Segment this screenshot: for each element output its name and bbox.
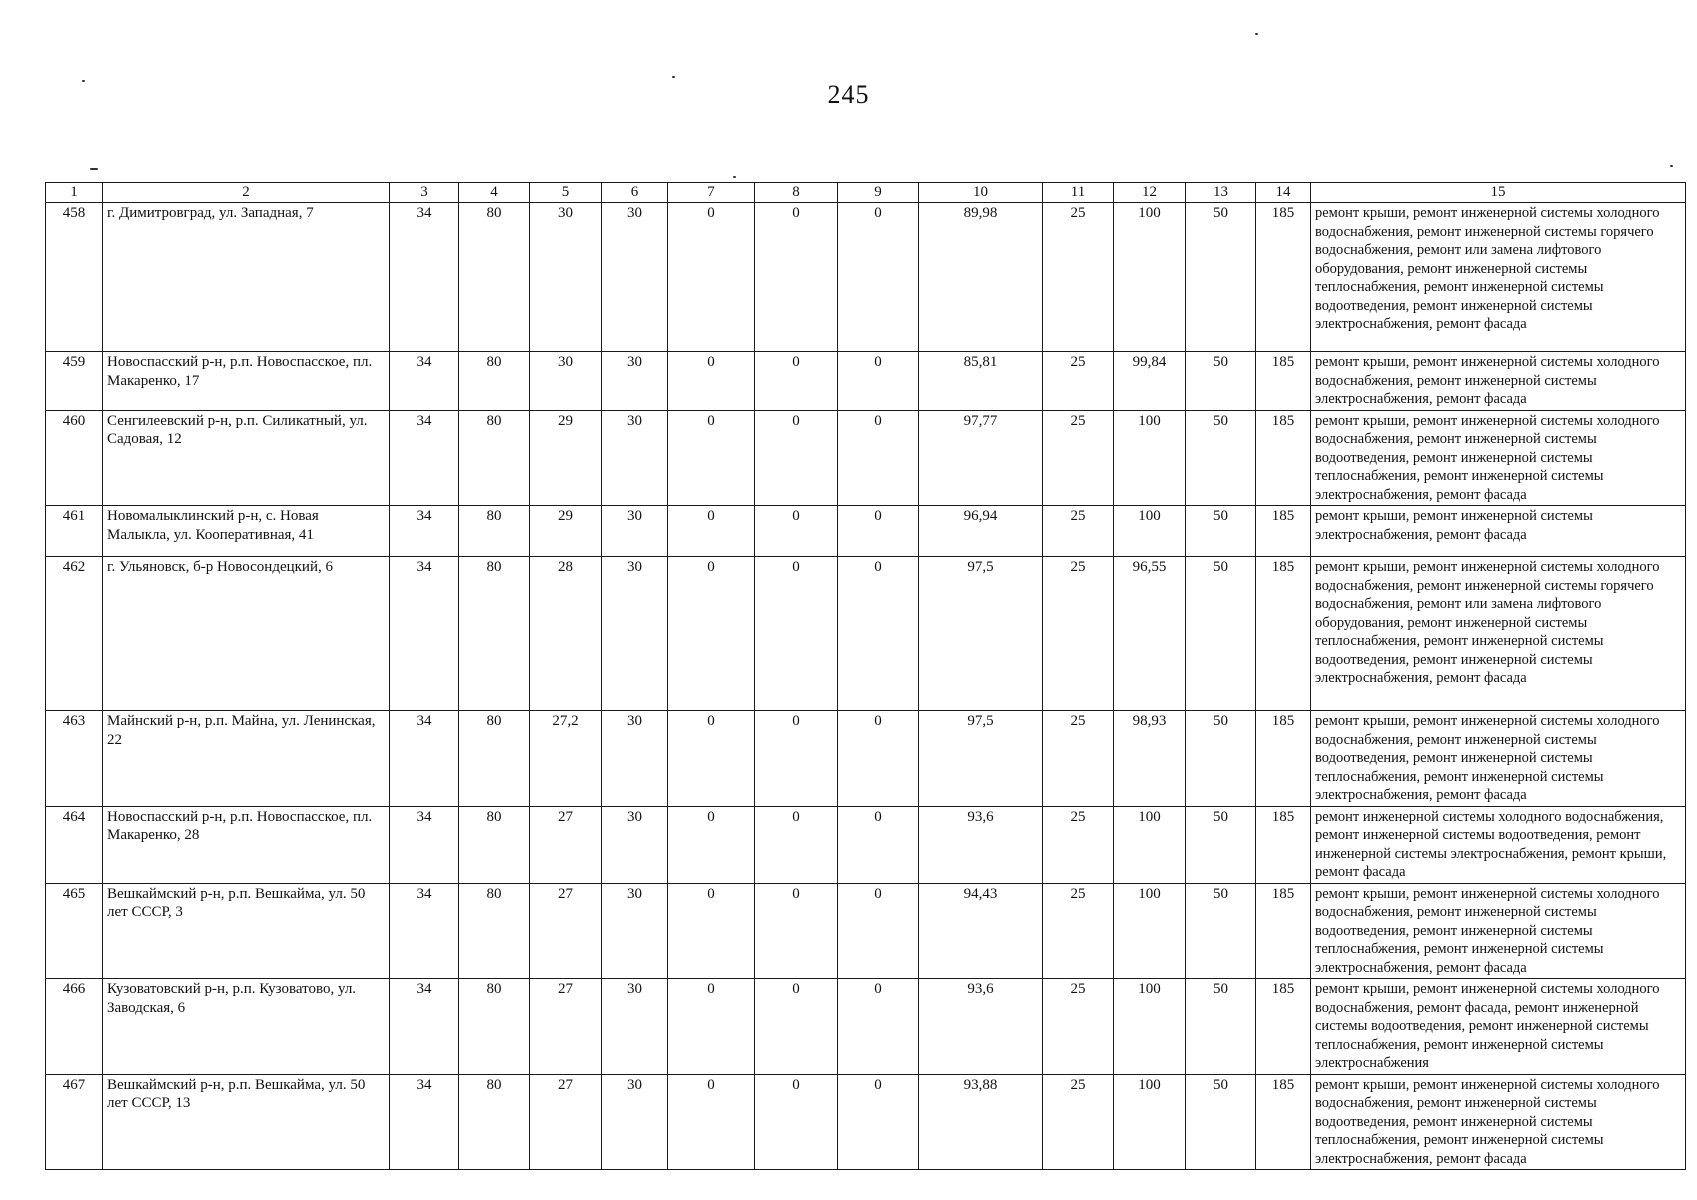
value-cell: 25: [1043, 506, 1114, 557]
table-row: [46, 410, 1686, 506]
column-header: 8: [755, 183, 838, 203]
value-cell: 30: [602, 203, 668, 352]
value-cell: 0: [838, 1074, 919, 1170]
value-cell: 80: [459, 203, 530, 352]
value-cell: 27: [530, 883, 602, 979]
value-cell: 0: [755, 557, 838, 711]
column-header: 11: [1043, 183, 1114, 203]
value-cell: 185: [1256, 352, 1311, 411]
value-cell: 0: [668, 557, 755, 711]
value-cell: 0: [838, 806, 919, 883]
value-cell: 0: [668, 1074, 755, 1170]
address-cell: Вешкаймский р-н, р.п. Вешкайма, ул. 50 лет СССР, 3: [103, 883, 390, 979]
row-number: 462: [46, 557, 103, 711]
value-cell: 0: [755, 711, 838, 807]
value-cell: 93,6: [919, 979, 1043, 1075]
row-number: 466: [46, 979, 103, 1075]
value-cell: 50: [1186, 557, 1256, 711]
value-cell: 30: [602, 979, 668, 1075]
value-cell: 0: [838, 979, 919, 1075]
value-cell: 185: [1256, 1074, 1311, 1170]
value-cell: 94,43: [919, 883, 1043, 979]
address-cell: г. Ульяновск, б-р Новосондецкий, 6: [103, 557, 390, 711]
value-cell: 25: [1043, 979, 1114, 1075]
value-cell: 100: [1114, 883, 1186, 979]
table-row: [46, 203, 1686, 352]
table-row: [46, 979, 1686, 1075]
row-number: 464: [46, 806, 103, 883]
scan-speck: [1255, 33, 1258, 35]
value-cell: 28: [530, 557, 602, 711]
address-cell: Сенгилеевский р-н, р.п. Силикатный, ул. Садовая, 12: [103, 410, 390, 506]
address-cell: Вешкаймский р-н, р.п. Вешкайма, ул. 50 лет СССР, 13: [103, 1074, 390, 1170]
value-cell: 0: [668, 806, 755, 883]
column-header: 4: [459, 183, 530, 203]
value-cell: 27: [530, 1074, 602, 1170]
table-row: [46, 1074, 1686, 1170]
value-cell: 50: [1186, 883, 1256, 979]
value-cell: 30: [602, 352, 668, 411]
address-cell: Новоспасский р-н, р.п. Новоспасское, пл. Макаренко, 28: [103, 806, 390, 883]
value-cell: 0: [838, 203, 919, 352]
value-cell: 50: [1186, 352, 1256, 411]
value-cell: 0: [755, 203, 838, 352]
value-cell: 27: [530, 979, 602, 1075]
value-cell: 100: [1114, 203, 1186, 352]
column-header: 9: [838, 183, 919, 203]
value-cell: 185: [1256, 979, 1311, 1075]
scan-speck: [90, 168, 98, 170]
value-cell: 34: [390, 203, 459, 352]
value-cell: 0: [668, 352, 755, 411]
value-cell: 34: [390, 410, 459, 506]
scan-speck: [82, 80, 85, 82]
scan-speck: [672, 76, 675, 78]
value-cell: 0: [755, 883, 838, 979]
value-cell: 25: [1043, 883, 1114, 979]
address-cell: Новоспасский р-н, р.п. Новоспасское, пл. Макаренко, 17: [103, 352, 390, 411]
value-cell: 50: [1186, 711, 1256, 807]
works-cell: ремонт крыши, ремонт инженерной системы холодного водоснабжения, ремонт инженерной системы водоотведения, ремонт инженерной системы теплоснабжения, ремонт инженерной системы электроснабжения, ремонт фасада: [1311, 711, 1686, 807]
column-header: 6: [602, 183, 668, 203]
value-cell: 100: [1114, 410, 1186, 506]
value-cell: 25: [1043, 806, 1114, 883]
column-header: 3: [390, 183, 459, 203]
value-cell: 99,84: [1114, 352, 1186, 411]
value-cell: 25: [1043, 410, 1114, 506]
row-number: 467: [46, 1074, 103, 1170]
value-cell: 85,81: [919, 352, 1043, 411]
value-cell: 34: [390, 557, 459, 711]
value-cell: 0: [755, 410, 838, 506]
table-row: [46, 711, 1686, 807]
value-cell: 0: [838, 711, 919, 807]
column-header: 14: [1256, 183, 1311, 203]
value-cell: 100: [1114, 1074, 1186, 1170]
works-cell: ремонт крыши, ремонт инженерной системы холодного водоснабжения, ремонт инженерной системы горячего водоснабжения, ремонт или замена лифтового оборудования, ремонт инженерной системы теплоснабжения, ремонт инженерной системы водоотведения, ремонт инженерной системы электроснабжения, ремонт фасада: [1311, 203, 1686, 352]
value-cell: 96,94: [919, 506, 1043, 557]
value-cell: 0: [755, 1074, 838, 1170]
value-cell: 25: [1043, 557, 1114, 711]
value-cell: 100: [1114, 506, 1186, 557]
value-cell: 25: [1043, 711, 1114, 807]
value-cell: 80: [459, 557, 530, 711]
value-cell: 0: [668, 506, 755, 557]
column-header: 13: [1186, 183, 1256, 203]
address-cell: Новомалыклинский р-н, с. Новая Малыкла, ул. Кооперативная, 41: [103, 506, 390, 557]
value-cell: 30: [602, 506, 668, 557]
address-cell: г. Димитровград, ул. Западная, 7: [103, 203, 390, 352]
value-cell: 30: [602, 410, 668, 506]
scan-speck: [1670, 165, 1673, 167]
value-cell: 80: [459, 711, 530, 807]
value-cell: 34: [390, 1074, 459, 1170]
value-cell: 93,88: [919, 1074, 1043, 1170]
value-cell: 34: [390, 506, 459, 557]
value-cell: 50: [1186, 1074, 1256, 1170]
value-cell: 30: [602, 883, 668, 979]
table-row: [46, 806, 1686, 883]
address-cell: Кузоватовский р-н, р.п. Кузоватово, ул. Заводская, 6: [103, 979, 390, 1075]
works-cell: ремонт крыши, ремонт инженерной системы холодного водоснабжения, ремонт инженерной системы горячего водоснабжения, ремонт или замена лифтового оборудования, ремонт инженерной системы теплоснабжения, ремонт инженерной системы водоотведения, ремонт инженерной системы электроснабжения, ремонт фасада: [1311, 557, 1686, 711]
page-number: 245: [827, 80, 870, 109]
works-cell: ремонт крыши, ремонт инженерной системы электроснабжения, ремонт фасада: [1311, 506, 1686, 557]
column-header: 2: [103, 183, 390, 203]
value-cell: 185: [1256, 806, 1311, 883]
value-cell: 80: [459, 410, 530, 506]
value-cell: 29: [530, 410, 602, 506]
value-cell: 0: [755, 506, 838, 557]
value-cell: 0: [838, 352, 919, 411]
value-cell: 0: [838, 410, 919, 506]
table-row: [46, 506, 1686, 557]
value-cell: 29: [530, 506, 602, 557]
address-cell: Майнский р-н, р.п. Майна, ул. Ленинская, 22: [103, 711, 390, 807]
table-header-row: [46, 183, 1686, 203]
value-cell: 89,98: [919, 203, 1043, 352]
row-number: 459: [46, 352, 103, 411]
table-row: [46, 883, 1686, 979]
value-cell: 185: [1256, 883, 1311, 979]
value-cell: 93,6: [919, 806, 1043, 883]
works-cell: ремонт крыши, ремонт инженерной системы холодного водоснабжения, ремонт инженерной системы электроснабжения, ремонт фасада: [1311, 352, 1686, 411]
value-cell: 25: [1043, 352, 1114, 411]
works-cell: ремонт крыши, ремонт инженерной системы холодного водоснабжения, ремонт инженерной системы водоотведения, ремонт инженерной системы теплоснабжения, ремонт инженерной системы электроснабжения, ремонт фасада: [1311, 1074, 1686, 1170]
works-cell: ремонт инженерной системы холодного водоснабжения, ремонт инженерной системы водоотведения, ремонт инженерной системы электроснабжения, ремонт крыши, ремонт фасада: [1311, 806, 1686, 883]
scan-speck: [733, 176, 736, 178]
value-cell: 97,5: [919, 711, 1043, 807]
value-cell: 30: [602, 806, 668, 883]
value-cell: 185: [1256, 410, 1311, 506]
column-header: 7: [668, 183, 755, 203]
works-cell: ремонт крыши, ремонт инженерной системы холодного водоснабжения, ремонт инженерной системы водоотведения, ремонт инженерной системы теплоснабжения, ремонт инженерной системы электроснабжения, ремонт фасада: [1311, 883, 1686, 979]
value-cell: 80: [459, 1074, 530, 1170]
value-cell: 0: [755, 352, 838, 411]
value-cell: 27,2: [530, 711, 602, 807]
column-header: 5: [530, 183, 602, 203]
value-cell: 25: [1043, 1074, 1114, 1170]
value-cell: 0: [668, 410, 755, 506]
column-header: 1: [46, 183, 103, 203]
value-cell: 30: [530, 352, 602, 411]
value-cell: 80: [459, 806, 530, 883]
value-cell: 185: [1256, 711, 1311, 807]
value-cell: 185: [1256, 506, 1311, 557]
value-cell: 0: [668, 979, 755, 1075]
column-header: 10: [919, 183, 1043, 203]
value-cell: 50: [1186, 806, 1256, 883]
value-cell: 97,77: [919, 410, 1043, 506]
value-cell: 0: [838, 883, 919, 979]
value-cell: 100: [1114, 806, 1186, 883]
value-cell: 34: [390, 806, 459, 883]
value-cell: 30: [602, 1074, 668, 1170]
value-cell: 34: [390, 352, 459, 411]
value-cell: 0: [838, 506, 919, 557]
value-cell: 34: [390, 979, 459, 1075]
value-cell: 50: [1186, 979, 1256, 1075]
row-number: 461: [46, 506, 103, 557]
value-cell: 34: [390, 883, 459, 979]
value-cell: 30: [602, 557, 668, 711]
value-cell: 80: [459, 883, 530, 979]
value-cell: 80: [459, 506, 530, 557]
value-cell: 0: [668, 711, 755, 807]
value-cell: 185: [1256, 203, 1311, 352]
value-cell: 50: [1186, 410, 1256, 506]
value-cell: 97,5: [919, 557, 1043, 711]
value-cell: 0: [755, 979, 838, 1075]
value-cell: 185: [1256, 557, 1311, 711]
table-row: [46, 557, 1686, 711]
value-cell: 30: [530, 203, 602, 352]
value-cell: 80: [459, 979, 530, 1075]
value-cell: 27: [530, 806, 602, 883]
value-cell: 0: [838, 557, 919, 711]
table-row: [46, 352, 1686, 411]
value-cell: 25: [1043, 203, 1114, 352]
registry-table: [45, 182, 1686, 1170]
value-cell: 96,55: [1114, 557, 1186, 711]
value-cell: 80: [459, 352, 530, 411]
value-cell: 34: [390, 711, 459, 807]
row-number: 463: [46, 711, 103, 807]
value-cell: 50: [1186, 203, 1256, 352]
column-header: 12: [1114, 183, 1186, 203]
row-number: 465: [46, 883, 103, 979]
row-number: 458: [46, 203, 103, 352]
row-number: 460: [46, 410, 103, 506]
value-cell: 98,93: [1114, 711, 1186, 807]
value-cell: 30: [602, 711, 668, 807]
value-cell: 0: [668, 203, 755, 352]
value-cell: 0: [668, 883, 755, 979]
works-cell: ремонт крыши, ремонт инженерной системы холодного водоснабжения, ремонт инженерной системы водоотведения, ремонт инженерной системы теплоснабжения, ремонт инженерной системы электроснабжения, ремонт фасада: [1311, 410, 1686, 506]
column-header: 15: [1311, 183, 1686, 203]
value-cell: 100: [1114, 979, 1186, 1075]
value-cell: 50: [1186, 506, 1256, 557]
value-cell: 0: [755, 806, 838, 883]
works-cell: ремонт крыши, ремонт инженерной системы холодного водоснабжения, ремонт фасада, ремонт инженерной системы водоотведения, ремонт инженерной системы теплоснабжения, ремонт инженерной системы электроснабжения: [1311, 979, 1686, 1075]
